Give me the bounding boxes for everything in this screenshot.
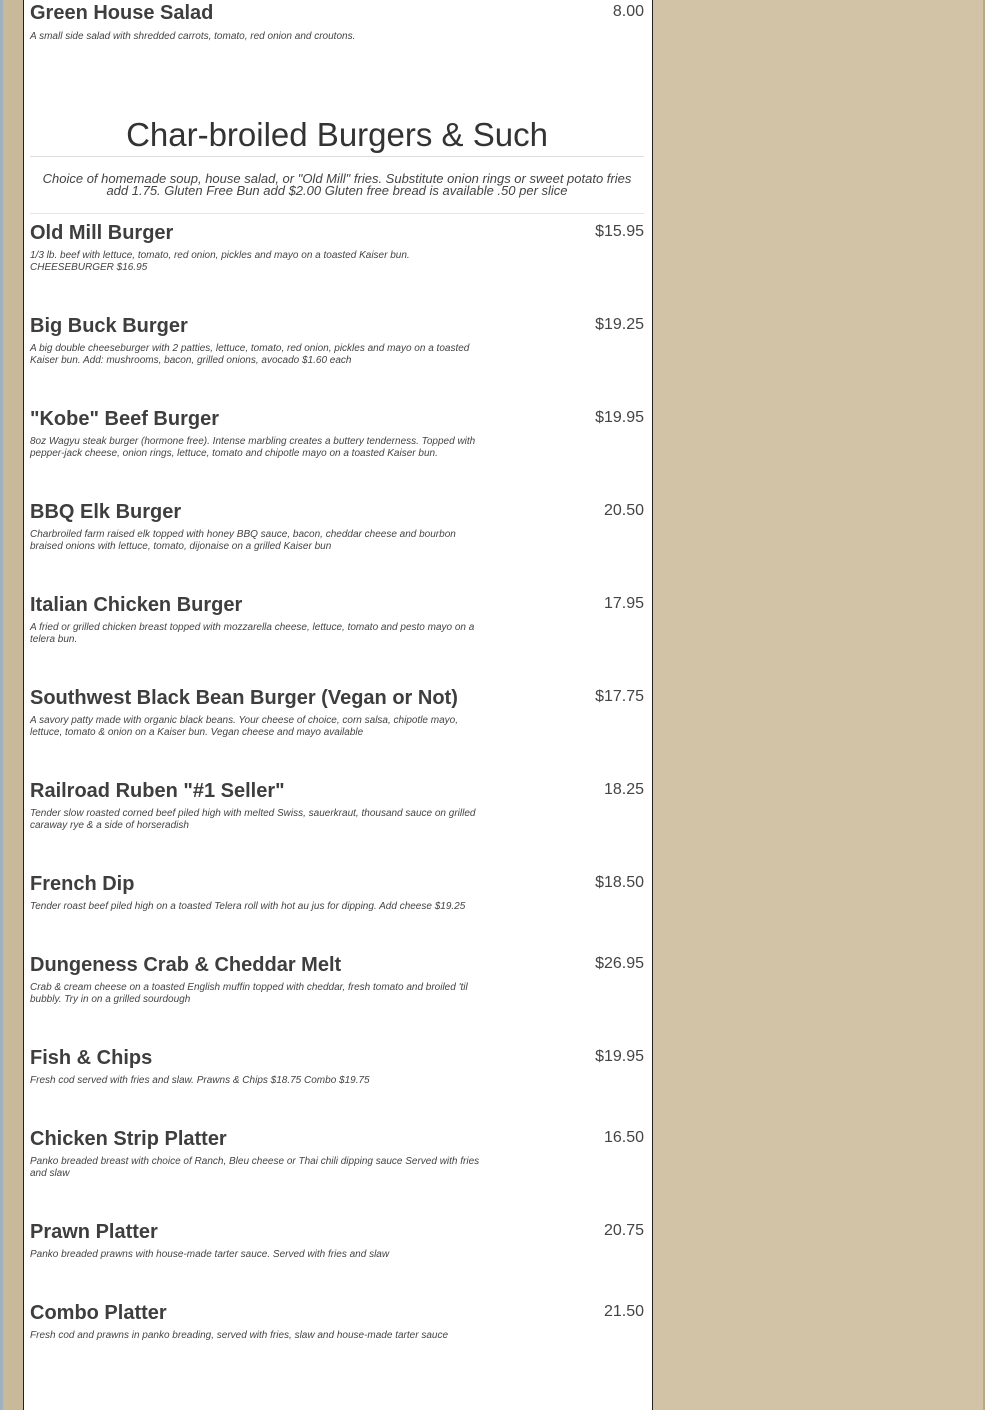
item-description: Tender slow roasted corned beef piled high with melted Swiss, sauerkraut, thousand sauce on grilled caraway rye & a side of horseradish xyxy=(30,808,476,831)
menu-item xyxy=(30,395,644,488)
left-gutter xyxy=(3,0,24,1410)
item-name: Railroad Ruben "#1 Seller" xyxy=(30,780,285,802)
item-description: A small side salad with shredded carrots, tomato, red onion and croutons. xyxy=(30,31,356,42)
item-description: A big double cheeseburger with 2 patties, lettuce, tomato, red onion, pickles and mayo on a toasted Kaiser bun. Add: mushrooms, bacon, grilled onions, avocado $1.60 each xyxy=(30,343,470,366)
item-description: Fresh cod served with fries and slaw. Prawns & Chips $18.75 Combo $19.75 xyxy=(30,1075,370,1086)
item-name: French Dip xyxy=(30,873,135,895)
item-price: $19.25 xyxy=(595,316,644,333)
item-price: 16.50 xyxy=(603,1129,644,1146)
item-price: 21.50 xyxy=(603,1303,644,1320)
item-price: $18.50 xyxy=(595,874,644,891)
item-description: Crab & cream cheese on a toasted English muffin topped with cheddar, fresh tomato and broiled 'til bubbly. Try in on a grilled sourdough xyxy=(30,982,468,1005)
item-name: Southwest Black Bean Burger (Vegan or Not) xyxy=(30,687,458,709)
item-description: A savory patty made with organic black beans. Your cheese of choice, corn salsa, chipotle mayo, lettuce, tomato & onion on a Kaiser bun. Vegan cheese and mayo available xyxy=(30,715,459,738)
item-name: "Kobe" Beef Burger xyxy=(30,408,219,430)
item-name: Combo Platter xyxy=(30,1302,167,1324)
item-price: $17.75 xyxy=(595,688,644,705)
menu-item xyxy=(30,674,644,767)
item-description: Panko breaded breast with choice of Ranch, Bleu cheese or Thai chili dipping sauce Served with fries and slaw xyxy=(30,1156,480,1179)
item-description: Fresh cod and prawns in panko breading, served with fries, slaw and house-made tarter sauce xyxy=(30,1330,449,1341)
item-name: Chicken Strip Platter xyxy=(30,1128,227,1150)
menu-panel xyxy=(24,0,653,1410)
menu-item xyxy=(30,1115,644,1208)
item-description: Tender roast beef piled high on a toasted Telera roll with hot au jus for dipping. Add cheese $19.25 xyxy=(30,901,466,912)
menu-item xyxy=(30,0,644,116)
item-name: Big Buck Burger xyxy=(30,315,188,337)
item-name: Old Mill Burger xyxy=(30,222,174,244)
section-header xyxy=(30,116,644,209)
menu-item xyxy=(30,1208,644,1289)
item-description: 8oz Wagyu steak burger (hormone free). Intense marbling creates a buttery tenderness. Topped with pepper-jack cheese, onion rings, lettuce, tomato and chipotle mayo on a toasted Kaiser bun. xyxy=(30,436,476,459)
menu-item xyxy=(30,1289,644,1382)
menu-item xyxy=(30,302,644,395)
item-price: 20.75 xyxy=(603,1222,644,1239)
menu-item xyxy=(30,209,644,302)
item-price: $19.95 xyxy=(595,1048,644,1065)
item-description: 1/3 lb. beef with lettuce, tomato, red onion, pickles and mayo on a toasted Kaiser bun. CHEESEBURGER $16.95 xyxy=(30,250,410,273)
item-price: $15.95 xyxy=(595,223,644,240)
menu-item xyxy=(30,581,644,674)
item-name: Italian Chicken Burger xyxy=(30,594,243,616)
item-name: Dungeness Crab & Cheddar Melt xyxy=(30,954,342,976)
item-price: $19.95 xyxy=(595,409,644,426)
menu-item xyxy=(30,767,644,860)
item-description: Charbroiled farm raised elk topped with honey BBQ sauce, bacon, cheddar cheese and bourbon braised onions with lettuce, tomato, dijonaise on a grilled Kaiser bun xyxy=(30,529,456,552)
menu-item xyxy=(30,1034,644,1115)
item-name: BBQ Elk Burger xyxy=(30,501,182,523)
item-description: A fried or grilled chicken breast topped with mozzarella cheese, lettuce, tomato and pesto mayo on a telera bun. xyxy=(30,622,475,645)
item-price: $26.95 xyxy=(595,955,644,972)
section-note: Choice of homemade soup, house salad, or "Old Mill" fries. Substitute onion rings or sweet potato fries add 1.75. Gluten Free Bun add $2.00 Gluten free bread is available .50 per slice xyxy=(30,157,644,214)
item-price: 17.95 xyxy=(603,595,644,612)
section-title: Char-broiled Burgers & Such xyxy=(30,116,644,157)
item-price: 18.25 xyxy=(603,781,644,798)
item-description: Panko breaded prawns with house-made tarter sauce. Served with fries and slaw xyxy=(30,1249,390,1260)
item-price: 20.50 xyxy=(603,502,644,519)
item-name: Green House Salad xyxy=(30,2,214,24)
menu-item xyxy=(30,860,644,941)
item-name: Prawn Platter xyxy=(30,1221,158,1243)
menu-item xyxy=(30,488,644,581)
menu-content xyxy=(30,0,644,1382)
item-price: 8.00 xyxy=(612,3,644,20)
item-name: Fish & Chips xyxy=(30,1047,153,1069)
menu-item xyxy=(30,941,644,1034)
